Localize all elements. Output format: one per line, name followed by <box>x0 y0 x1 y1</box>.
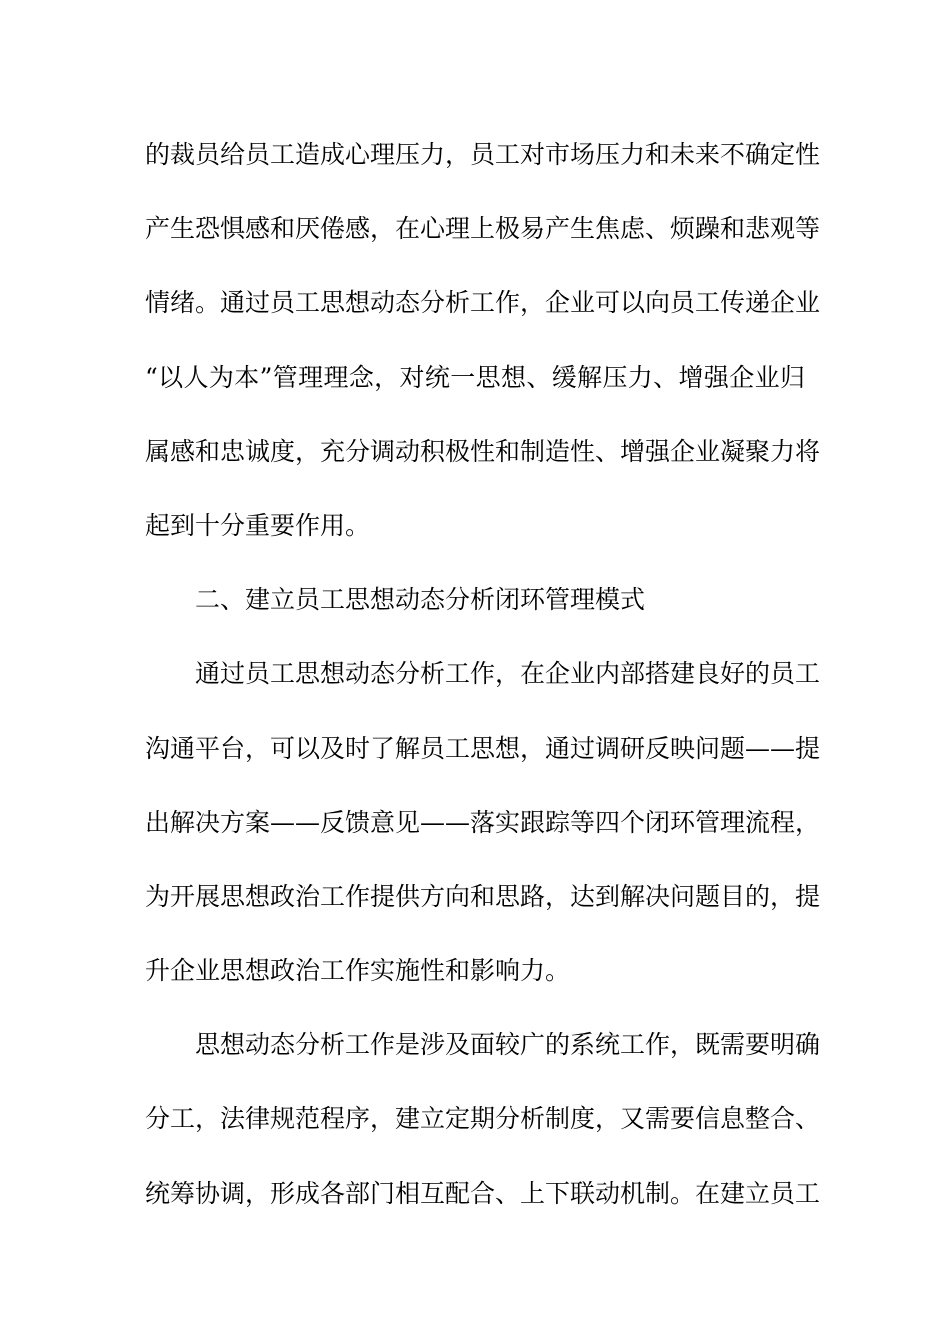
text-line: 情绪。通过员工思想动态分析工作，企业可以向员工传递企业 <box>145 288 821 318</box>
text-line: 的裁员给员工造成心理压力，员工对市场压力和未来不确定性 <box>145 140 821 169</box>
text-line: 分工，法律规范程序，建立定期分析制度，又需要信息整合、 <box>145 1104 821 1134</box>
text-line: 属感和忠诚度，充分调动积极性和制造性、增强企业凝聚力将 <box>145 436 821 466</box>
text-line: 升企业思想政治工作实施性和影响力。 <box>145 956 571 986</box>
text-line: 起到十分重要作用。 <box>145 510 371 540</box>
text-line: “以人为本”管理理念，对统一思想、缓解压力、增强企业归 <box>145 362 805 392</box>
body-text <box>145 130 821 1243</box>
text-line: 思想动态分析工作是涉及面较广的系统工作，既需要明确 <box>195 1030 821 1060</box>
text-line: 产生恐惧感和厌倦感，在心理上极易产生焦虑、烦躁和悲观等 <box>145 214 821 244</box>
text-line: 沟通平台，可以及时了解员工思想，通过调研反映问题——提 <box>145 733 821 763</box>
section-heading: 二、建立员工思想动态分析闭环管理模式 <box>195 585 646 615</box>
text-line: 统筹协调，形成各部门相互配合、上下联动机制。在建立员工 <box>145 1178 821 1208</box>
text-line: 出解决方案——反馈意见——落实跟踪等四个闭环管理流程， <box>145 807 821 837</box>
text-line: 通过员工思想动态分析工作，在企业内部搭建良好的员工 <box>195 659 821 689</box>
text-line: 为开展思想政治工作提供方向和思路，达到解决问题目的，提 <box>145 881 821 911</box>
